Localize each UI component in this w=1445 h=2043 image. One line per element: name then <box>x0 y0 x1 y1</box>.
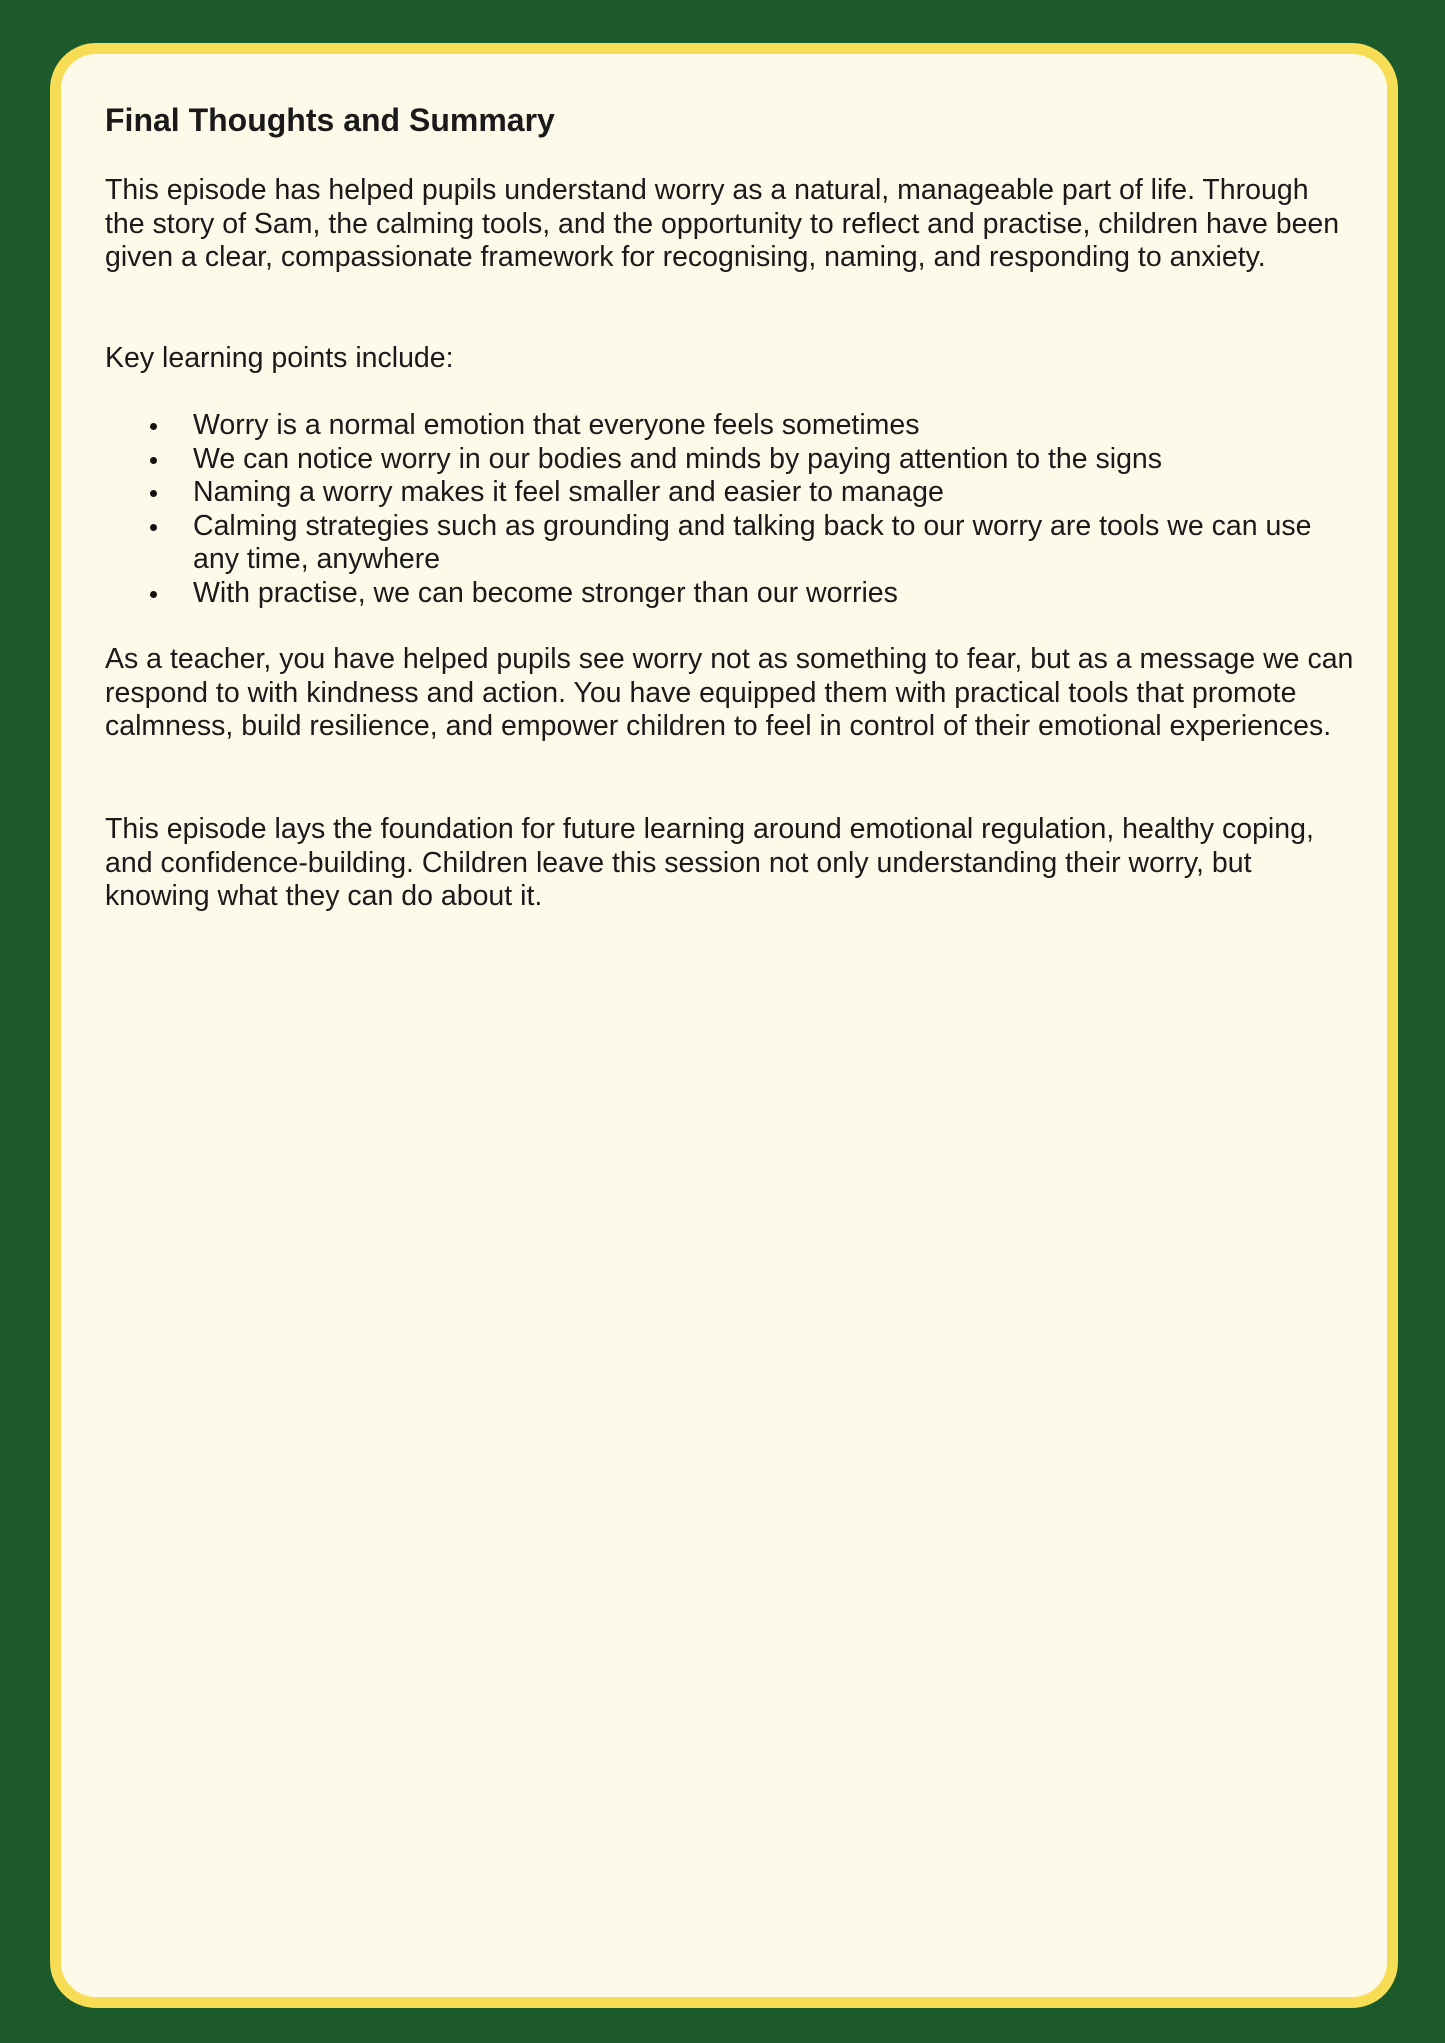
bullet-icon <box>150 490 157 497</box>
list-item <box>105 476 1355 510</box>
intro-paragraph: This episode has helped pupils understand worry as a natural, manageable part of life. Through the story of Sam, the calming tools, and the opportunity to reflect and practise, children have been given a clear, compassionate framework for recognising, naming, and responding to anxiety. <box>105 174 1340 273</box>
page-card <box>50 43 1398 2008</box>
list-item <box>105 409 1355 443</box>
list-item <box>105 510 1355 577</box>
bullet-icon <box>150 457 157 464</box>
bullet-icon <box>150 423 157 430</box>
closing-paragraph: This episode lays the foundation for future learning around emotional regulation, healthy coping, and confidence-building. Children leave this session not only understanding their worry, but knowing what they can do about it. <box>105 813 1314 912</box>
list-item-text: We can notice worry in our bodies and minds by paying attention to the signs <box>193 442 1163 475</box>
bullet-icon <box>150 524 157 531</box>
list-item <box>105 443 1355 477</box>
list-item <box>105 577 1355 611</box>
key-points-heading: Key learning points include: <box>105 342 454 374</box>
bullet-icon <box>150 591 157 598</box>
page-title: Final Thoughts and Summary <box>105 102 555 138</box>
list-item-text: Naming a worry makes it feel smaller and easier to manage <box>193 476 944 508</box>
list-item-text: With practise, we can become stronger than our worries <box>193 576 898 609</box>
teacher-paragraph: As a teacher, you have helped pupils see worry not as something to fear, but as a message we can respond to with kindness and action. You have equipped them with practical tools that promote calmness, build resilience, and empower children to feel in control of their emotional experiences. <box>105 643 1354 742</box>
list-item-text: Worry is a normal emotion that everyone feels sometimes <box>193 409 920 441</box>
key-points-list <box>105 409 1355 610</box>
list-item-text: Calming strategies such as grounding and talking back to our worry are tools we can use any time, anywhere <box>193 509 1312 575</box>
